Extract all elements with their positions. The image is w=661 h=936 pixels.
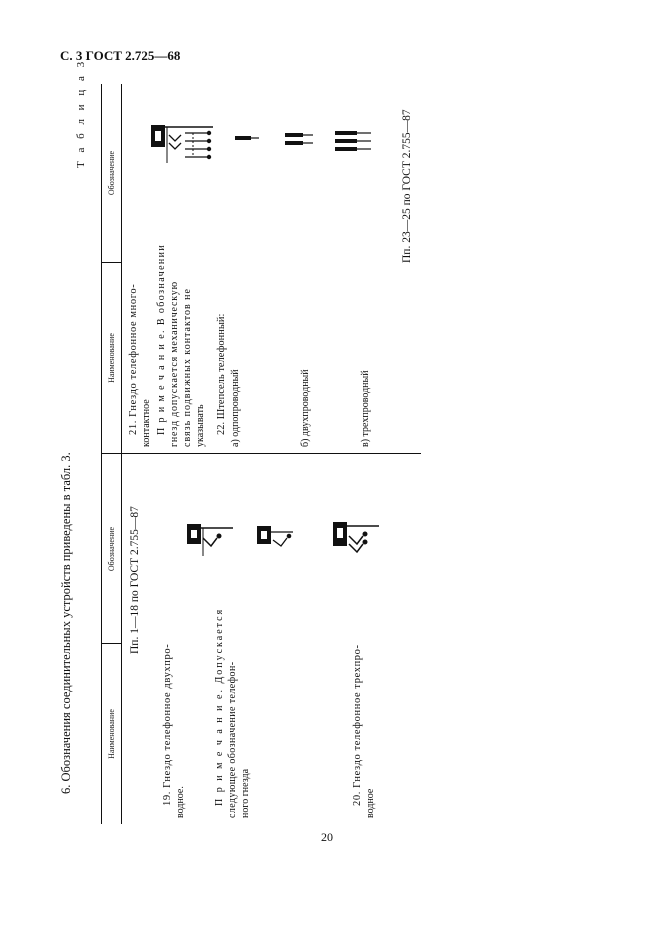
row20-name-1: 20. Гнездо телефонное трехпро-: [352, 644, 363, 806]
col-header-name: Наименование: [107, 709, 116, 759]
col-header-symbol-right: Обозначение: [107, 150, 116, 196]
row21-name-1: 21. Гнездо телефонное много-: [128, 283, 139, 435]
row19-note-3: ного гнезда: [240, 768, 251, 818]
row22-name: 22. Штепсель телефонный:: [216, 313, 227, 435]
rotated-page-content: [59, 58, 429, 824]
multi-contact-jack-symbol: [149, 103, 219, 173]
row21-name-2: контактное: [141, 399, 152, 447]
row22-item-a: а) одпопроводный: [230, 369, 241, 447]
three-wire-jack-symbol: [329, 506, 389, 566]
ref-top-left: Пп. 1—18 по ГОСТ 2.755—87: [129, 506, 141, 654]
table-right: [101, 84, 421, 454]
row19-note-2: следующее обозначение телефон-: [227, 661, 238, 818]
table-left: [101, 454, 421, 824]
table-title: Т а б л и ц а 3: [75, 58, 87, 168]
section-intro: 6. Обозначения соединительных устройств приведены в табл. 3.: [59, 452, 73, 794]
row21-note-2: гнезд допускается механическую: [169, 281, 180, 447]
row19-note-1: П р и м е ч а н и е. Допускается: [214, 607, 225, 806]
col-header-symbol: Обозначение: [107, 526, 116, 572]
two-wire-plug-symbol: [281, 121, 317, 157]
two-wire-jack-alt-symbol: [251, 506, 311, 566]
row22-item-b: б) двухпроводный: [300, 369, 311, 447]
row20-name-2: водное: [365, 788, 376, 818]
row21-note-4: указывать: [195, 404, 206, 447]
row21-note-3: связь подвижных контактов не: [182, 288, 193, 447]
row21-note-1: П р и м е ч а н и е. В обозначении: [156, 243, 167, 435]
row19-name-2: водное.: [175, 786, 186, 818]
three-wire-plug-symbol: [331, 119, 375, 163]
page-number: 20: [321, 830, 333, 844]
two-wire-jack-symbol: [183, 506, 243, 566]
col-header-name-right: Наименование: [107, 333, 116, 383]
row22-item-c: в) трехпроводный: [360, 370, 371, 447]
page-header: С. 3 ГОСТ 2.725—68: [60, 48, 181, 63]
single-wire-plug-symbol: [229, 123, 259, 153]
ref-bottom-right: Пп. 23—25 по ГОСТ 2.755—87: [401, 109, 413, 263]
row19-name-1: 19. Гнездо телефонное двухпро-: [162, 643, 173, 806]
